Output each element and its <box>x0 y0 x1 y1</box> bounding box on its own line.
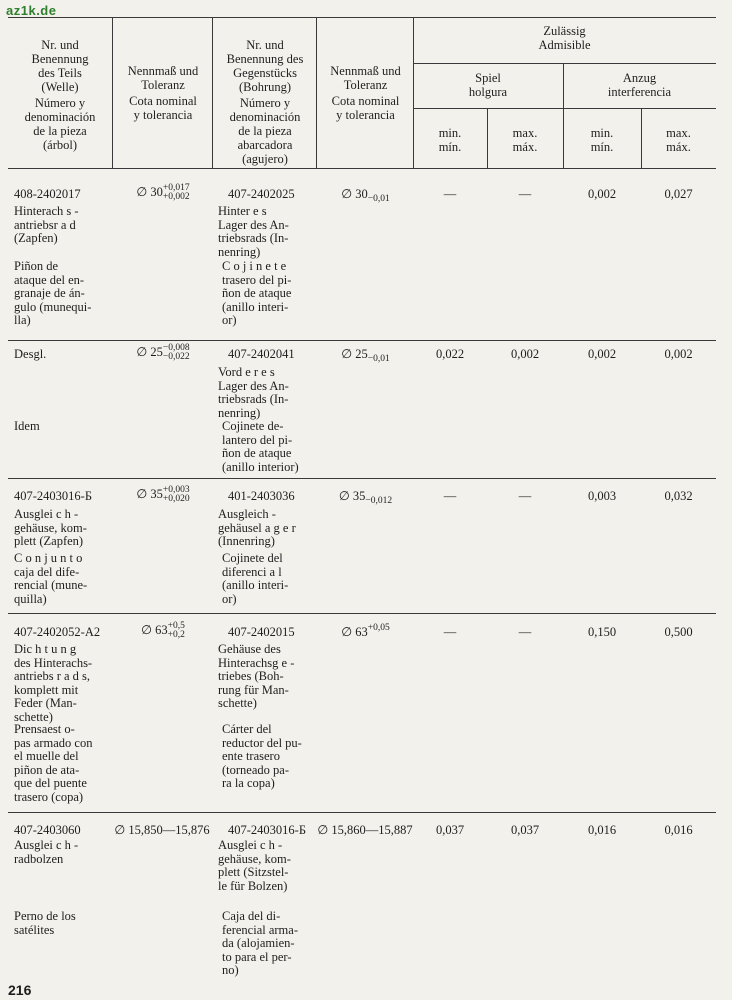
row-4-nominal2-base: ∅ 63 <box>341 624 368 639</box>
row-3-nominal2-tolerance <box>365 488 392 506</box>
row-3-nominal <box>114 486 212 504</box>
col-divider-1 <box>112 17 113 168</box>
row-1-nominal-lower: +0,002 <box>162 192 190 202</box>
row-2-clearance-min: 0,022 <box>435 347 465 361</box>
row-5-counter-name-de: Ausglei c h - gehäuse, kom- plett (Sitzstel- le für Bolzen) <box>218 838 291 893</box>
row-1-nominal-base: ∅ 30 <box>136 184 163 199</box>
row-1-interference-min: 0,002 <box>587 187 617 201</box>
header-interference-min: min. mín. <box>590 126 614 154</box>
row-4-part-name-de: Dic h t u n g des Hinterachs- antriebs r a d s, komplett mit Feder (Man- schette) <box>14 642 93 724</box>
row-1-part-name-de: Hinterach s - antriebsr a d (Zapfen) <box>14 204 79 245</box>
row-5-interference-max: 0,016 <box>664 823 693 837</box>
row-5-part-number: 407-2403060 <box>14 823 81 837</box>
header-clearance-min: min. mín. <box>438 126 462 154</box>
row-rule-2 <box>8 478 716 479</box>
header-interference: Anzug interferencia <box>607 71 672 99</box>
page-number: 216 <box>8 982 32 998</box>
row-2-interference-max: 0,002 <box>664 347 693 361</box>
row-4-interference-max: 0,500 <box>664 625 693 639</box>
header-clearance: Spiel holgura <box>468 71 508 99</box>
row-2-nominal <box>114 344 212 362</box>
header-clearance-max: max. máx. <box>512 126 538 154</box>
row-3-part-number: 407-2403016-Б <box>14 489 93 503</box>
row-4-nominal-tolerance <box>168 622 185 640</box>
header-nominal-de: Nennmaß und Toleranz <box>127 64 199 92</box>
header-nominal2-es: Cota nominal y tolerancia <box>331 94 400 122</box>
row-rule-3 <box>8 613 716 614</box>
row-4-counter-number: 407-2402015 <box>228 625 295 639</box>
row-2-counter-number: 407-2402041 <box>228 347 295 361</box>
row-3-nominal-tolerance <box>163 486 190 504</box>
row-2-interference-min: 0,002 <box>587 347 617 361</box>
row-4-counter-name-es: Cárter del reductor del pu- ente trasero (torneado pa- ra la copa) <box>222 722 302 790</box>
row-rule-1 <box>8 340 716 341</box>
row-3-counter-name-es: Cojinete del diferenci a l (anillo interi- or) <box>222 551 289 606</box>
row-3-nominal2-lower: −0,012 <box>365 496 393 506</box>
row-2-nominal-upper: −0,008 <box>162 343 190 353</box>
row-3-counter-number: 401-2403036 <box>228 489 295 503</box>
row-3-nominal-lower: +0,020 <box>162 494 190 504</box>
row-2-nominal2-lower: −0,01 <box>367 354 390 364</box>
row-2-counter-name-de: Vord e r e s Lager des An- triebsrads (In- nenring) <box>218 365 289 420</box>
row-3-nominal-base: ∅ 35 <box>136 486 163 501</box>
row-2-counter-name-es: Cojinete de- lantero del pi- ñon de ataque (anillo interior) <box>222 419 299 474</box>
row-1-counter-name-es: C o j i n e t e trasero del pi- ñon de ataque (anillo interi- or) <box>222 259 292 327</box>
row-4-nominal2-tolerance <box>368 624 390 642</box>
row-4-nominal-upper: +0,5 <box>167 621 185 631</box>
row-3-clearance-min: — <box>443 489 457 503</box>
header-nominal2-de: Nennmaß und Toleranz <box>330 64 401 92</box>
header-interference-max: max. máx. <box>666 126 691 154</box>
row-1-nominal <box>114 184 212 202</box>
row-4-clearance-min: — <box>443 625 457 639</box>
row-5-nominal: ∅ 15,850—15,876 <box>114 823 210 837</box>
row-5-clearance-max: 0,037 <box>510 823 540 837</box>
table-top-rule <box>8 17 716 18</box>
row-3-nominal-upper: +0,003 <box>162 485 190 495</box>
row-5-counter-name-es: Caja del di- ferencial arma- da (alojamien- to para el per- no) <box>222 909 298 977</box>
row-5-part-name-de: Ausglei c h - radbolzen <box>14 838 79 866</box>
row-2-part-number: Desgl. <box>14 347 47 361</box>
row-2-nominal2-tolerance <box>368 346 390 364</box>
row-1-nominal2-base: ∅ 30 <box>341 186 368 201</box>
row-2-nominal2 <box>318 346 413 364</box>
row-3-nominal2 <box>318 488 413 506</box>
row-1-nominal2-tolerance <box>368 186 390 204</box>
row-4-counter-name-de: Gehäuse des Hinterachsg e - triebes (Boh- rung für Man- schette) <box>218 642 295 710</box>
header-part-de: Nr. und Benennung des Teils (Welle) <box>31 38 89 94</box>
row-1-clearance-min: — <box>443 187 457 201</box>
site-watermark: az1k.de <box>6 3 57 18</box>
row-3-interference-min: 0,003 <box>587 489 617 503</box>
row-1-counter-name-de: Hinter e s Lager des An- triebsrads (In- nenring) <box>218 204 289 259</box>
row-4-clearance-max: — <box>518 625 532 639</box>
row-2-nominal-tolerance <box>163 344 190 362</box>
row-5-nominal2: ∅ 15,860—15,887 <box>317 823 413 837</box>
row-2-nominal-lower: −0,022 <box>162 352 190 362</box>
row-4-nominal2-upper: +0,05 <box>367 623 390 633</box>
row-2-part-name-es: Idem <box>14 419 40 433</box>
row-4-part-name-es: Prensaest o- pas armado con el muelle del piñon de ata- que del puente trasero (copa) <box>14 722 93 804</box>
row-2-nominal2-base: ∅ 25 <box>341 346 368 361</box>
row-1-part-number: 408-2402017 <box>14 187 81 201</box>
row-4-nominal2-lower <box>368 633 390 642</box>
row-3-nominal2-base: ∅ 35 <box>338 488 366 503</box>
header-counter-es: Número y denominación de la pieza abarcadora (agujero) <box>229 96 301 166</box>
row-2-clearance-max: 0,002 <box>510 347 540 361</box>
row-3-counter-name-de: Ausgleich - gehäusel a g e r (Innenring) <box>218 507 296 548</box>
row-3-clearance-max: — <box>518 489 532 503</box>
row-4-nominal-base: ∅ 63 <box>141 622 168 637</box>
row-4-part-number: 407-2402052-A2 <box>14 625 101 639</box>
row-3-part-name-es: C o n j u n t o caja del dife- rencial (mune- quilla) <box>14 551 88 606</box>
row-4-nominal-lower: +0,2 <box>167 630 185 640</box>
header-bottom-rule <box>8 168 716 169</box>
header-allowed: Zulässig Admisible <box>538 24 591 52</box>
row-1-clearance-max: — <box>518 187 532 201</box>
row-1-counter-number: 407-2402025 <box>228 187 295 201</box>
row-5-clearance-min: 0,037 <box>435 823 465 837</box>
row-1-nominal2-lower: −0,01 <box>367 194 390 204</box>
row-1-nominal2 <box>318 186 413 204</box>
row-2-nominal-base: ∅ 25 <box>136 344 163 359</box>
row-5-interference-min: 0,016 <box>587 823 617 837</box>
row-4-nominal <box>114 622 212 640</box>
header-rule-allowed <box>413 63 716 64</box>
row-3-interference-max: 0,032 <box>664 489 693 503</box>
row-1-nominal-tolerance <box>163 184 190 202</box>
row-rule-4 <box>8 812 716 813</box>
header-rule-minmax <box>413 108 716 109</box>
row-4-interference-min: 0,150 <box>587 625 617 639</box>
header-part-es: Número y denominación de la pieza (árbol) <box>24 96 96 152</box>
row-3-part-name-de: Ausglei c h - gehäuse, kom- plett (Zapfen) <box>14 507 87 548</box>
row-1-interference-max: 0,027 <box>664 187 693 201</box>
col-divider-3 <box>316 17 317 168</box>
row-1-part-name-es: Piñon de ataque del en- granaje de án- gulo (munequi- lla) <box>14 259 92 327</box>
row-5-counter-number: 407-2403016-Б <box>228 823 307 837</box>
row-1-nominal-upper: +0,017 <box>162 183 190 193</box>
header-nominal-es: Cota nominal y tolerancia <box>129 94 197 122</box>
col-divider-2 <box>212 17 213 168</box>
header-counter-de: Nr. und Benennung des Gegenstücks (Bohrung) <box>226 38 304 94</box>
row-4-nominal2 <box>318 624 413 642</box>
row-5-part-name-es: Perno de los satélites <box>14 909 76 937</box>
